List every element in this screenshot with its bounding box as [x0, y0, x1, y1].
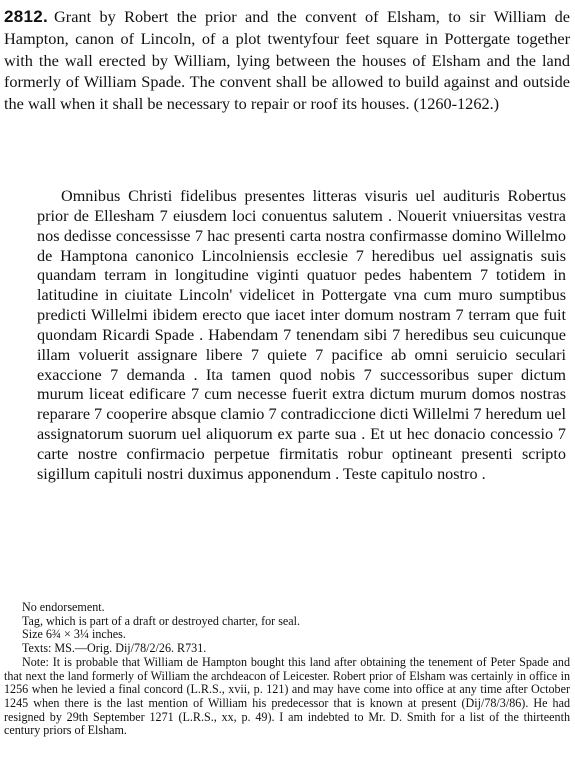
charter-latin-text: Omnibus Christi fidelibus presentes litteras visuris uel audituris Robertus prior de Ellesham 7 eiusdem loci conuentus salutem . Nouerit vniuersitas vestra nos dedisse concessisse 7 hac presenti carta nostra confirmasse domino Willelmo de Hamptona canonico Lincolniensis ecclesie 7 heredibus uel assignatis suis quandam terram in longitudine viginti quatuor pedes habentem 7 totidem in latitudine in ciuitate Lincoln' videlicet in Pottergate vna cum muro sumptibus predicti Willelmi ibidem erecto que iacet inter domum nostram 7 terram que fuit quondam Ricardi Spade . Habendam 7 tenendam sibi 7 heredibus seu cuicunque illam voluerit assignare libere 7 quiete 7 pacifice ab omni seruicio seculari exaccione 7 demanda . Ita tamen quod nobis 7 successoribus super dictum murum liceat edificare 7 cum necesse fuerit extra dictum murum domos nostras reparare 7 cooperire absque clamio 7 contradiccione dicti Willelmi 7 heredum uel assignatorum suorum uel aliquorum ex parte sua . Et ut hec donacio concessio 7 carte nostre confirmacio perpetue firmitatis robur optineant presenti scripto sigillum capituli nostri duximus apponendum . Teste capitulo nostro . [37, 187, 566, 483]
charter-summary [4, 6, 570, 115]
endorsement-note: No endorsement. [22, 600, 105, 614]
size-note: Size 6¾ × 3¼ inches. [22, 627, 126, 642]
charter-summary-text: Grant by Robert the prior and the convent of Elsham, to sir William de Hampton, canon of Lincoln, of a plot twentyfour feet square in Pottergate together with the wall erected by William, lying between the houses of Elsham and the land formerly of William Spade. The convent shall be allowed to build against and outside the wall when it shall be necessary to repair or roof its houses. (1260-1262.) [4, 7, 570, 114]
texts-note: Texts: MS.—Orig. Dij/78/2/26. R731. [22, 641, 207, 656]
editorial-note: Note: It is probable that William de Hampton bought this land after obtaining the tenement of Peter Spade and that next the land formerly of William the archdeacon of Leicester. Robert prior of Elsham was certainly in office in 1256 when he levied a final concord (L.R.S., xvii, p. 121) and may have come into office at any time after October 1245 when there is the last mention of William his predecessor that is known at present (Dij/78/3/86). He had resigned by 29th September 1271 (L.R.S., xx, p. 49). I am indebted to Mr. D. Smith for a list of the thirteenth century priors of Elsham. [4, 654, 570, 738]
charter-notes [4, 601, 570, 738]
charter-number: 2812. [4, 7, 49, 26]
tag-note: Tag, which is part of a draft or destroyed charter, for seal. [22, 613, 301, 628]
